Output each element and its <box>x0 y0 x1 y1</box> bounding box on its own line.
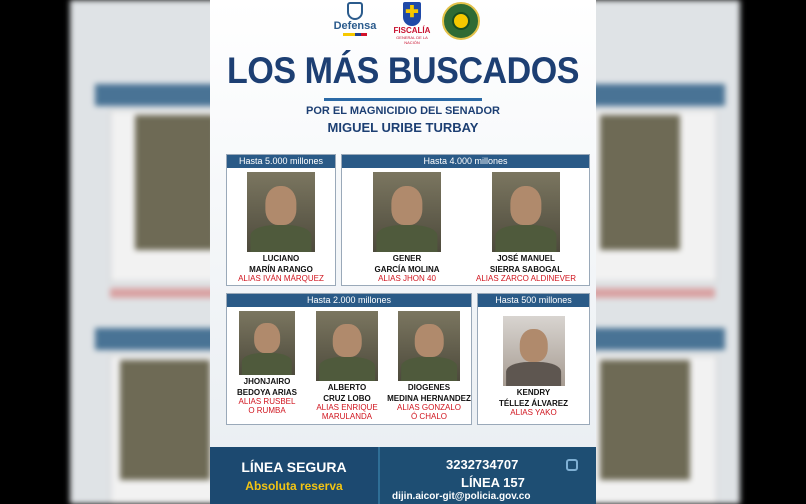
wanted-person-card <box>348 172 466 283</box>
reward-group-5000 <box>226 154 336 286</box>
person-alias-1: ALIAS GONZALO <box>396 403 462 412</box>
person-alias: ALIAS YAKO <box>510 408 557 417</box>
person-name-2: CRUZ LOBO <box>323 394 371 403</box>
fiscalia-logo-text: FISCALÍA <box>393 26 431 35</box>
fiscalia-logo-subtext: GENERAL DE LA NACIÓN <box>396 35 428 45</box>
poster-subtitle-1: POR EL MAGNICIDIO DEL SENADOR <box>306 105 500 117</box>
phone-icon <box>566 459 578 471</box>
safe-line-panel <box>210 447 380 504</box>
person-name-1: DIOGENES <box>407 383 451 392</box>
reward-group-2000 <box>226 293 472 425</box>
person-photo <box>316 311 378 381</box>
wanted-person-card <box>307 311 387 421</box>
person-alias-1: ALIAS ENRIQUE <box>316 403 378 412</box>
defensa-logo <box>328 2 382 40</box>
reward-header: Hasta 500 millones <box>478 294 589 307</box>
person-name-2: MEDINA HERNANDEZ <box>387 394 471 403</box>
person-name-1: KENDRY <box>516 388 551 397</box>
person-alias: ALIAS JHON 40 <box>378 274 436 283</box>
person-photo <box>373 172 441 252</box>
person-name-1: JOSÉ MANUEL <box>497 254 555 263</box>
person-alias-1: ALIAS RUSBEL <box>238 397 296 406</box>
person-photo <box>247 172 315 252</box>
contact-line-number[interactable]: LÍNEA 157 <box>461 475 525 490</box>
wanted-person-card <box>387 311 471 421</box>
person-name-2: GARCÍA MOLINA <box>374 265 440 274</box>
fiscalia-emblem-icon: ✚ <box>403 2 421 26</box>
person-photo <box>492 172 560 252</box>
person-photo <box>239 311 295 375</box>
person-name-1: JHONJAIRO <box>243 377 291 386</box>
reward-header: Hasta 2.000 millones <box>227 294 471 307</box>
person-alias: ALIAS ZARCO ALDINEVER <box>475 274 577 283</box>
person-name-1: LUCIANO <box>262 254 300 263</box>
contact-phone[interactable]: 3232734707 <box>446 457 519 472</box>
person-alias-2: Ó CHALO <box>410 412 447 421</box>
poster-title: LOS MÁS BUSCADOS <box>227 50 579 91</box>
police-emblem-icon <box>442 2 480 40</box>
wanted-person-card <box>478 316 589 417</box>
person-photo <box>398 311 460 381</box>
reward-header: Hasta 4.000 millones <box>342 155 589 168</box>
wanted-person-card <box>227 172 335 283</box>
poster-subtitle-2: MIGUEL URIBE TURBAY <box>327 120 479 135</box>
colombia-flag-icon <box>343 33 367 36</box>
person-alias: ALIAS IVÁN MÁRQUEZ <box>238 274 324 283</box>
reward-group-500 <box>477 293 590 425</box>
wanted-person-card <box>227 311 307 415</box>
person-alias-2: O RUMBA <box>248 406 286 415</box>
person-name-2: TÉLLEZ ÁLVAREZ <box>498 399 569 408</box>
fiscalia-logo <box>393 2 431 45</box>
defensa-logo-text: Defensa <box>333 20 377 32</box>
person-name-2: BEDOYA ARIAS <box>236 388 297 397</box>
person-name-2: MARÍN ARANGO <box>249 265 313 274</box>
wanted-person-card <box>464 172 588 283</box>
person-name-1: GENER <box>392 254 422 263</box>
logo-strip <box>210 2 596 45</box>
person-name-1: ALBERTO <box>327 383 367 392</box>
defensa-shield-icon <box>347 2 363 20</box>
safe-line-title: LÍNEA SEGURA <box>241 459 347 475</box>
person-alias-2: MARULANDA <box>321 412 373 421</box>
wanted-poster <box>210 0 596 504</box>
contact-email[interactable]: dijin.aicor-git@policia.gov.co <box>392 491 531 502</box>
person-photo <box>503 316 565 386</box>
safe-line-subtitle: Absoluta reserva <box>245 479 343 493</box>
reward-group-4000 <box>341 154 590 286</box>
reward-header: Hasta 5.000 millones <box>227 155 335 168</box>
contact-footer <box>210 447 596 504</box>
person-name-2: SIERRA SABOGAL <box>489 265 563 274</box>
title-underline <box>324 98 482 101</box>
